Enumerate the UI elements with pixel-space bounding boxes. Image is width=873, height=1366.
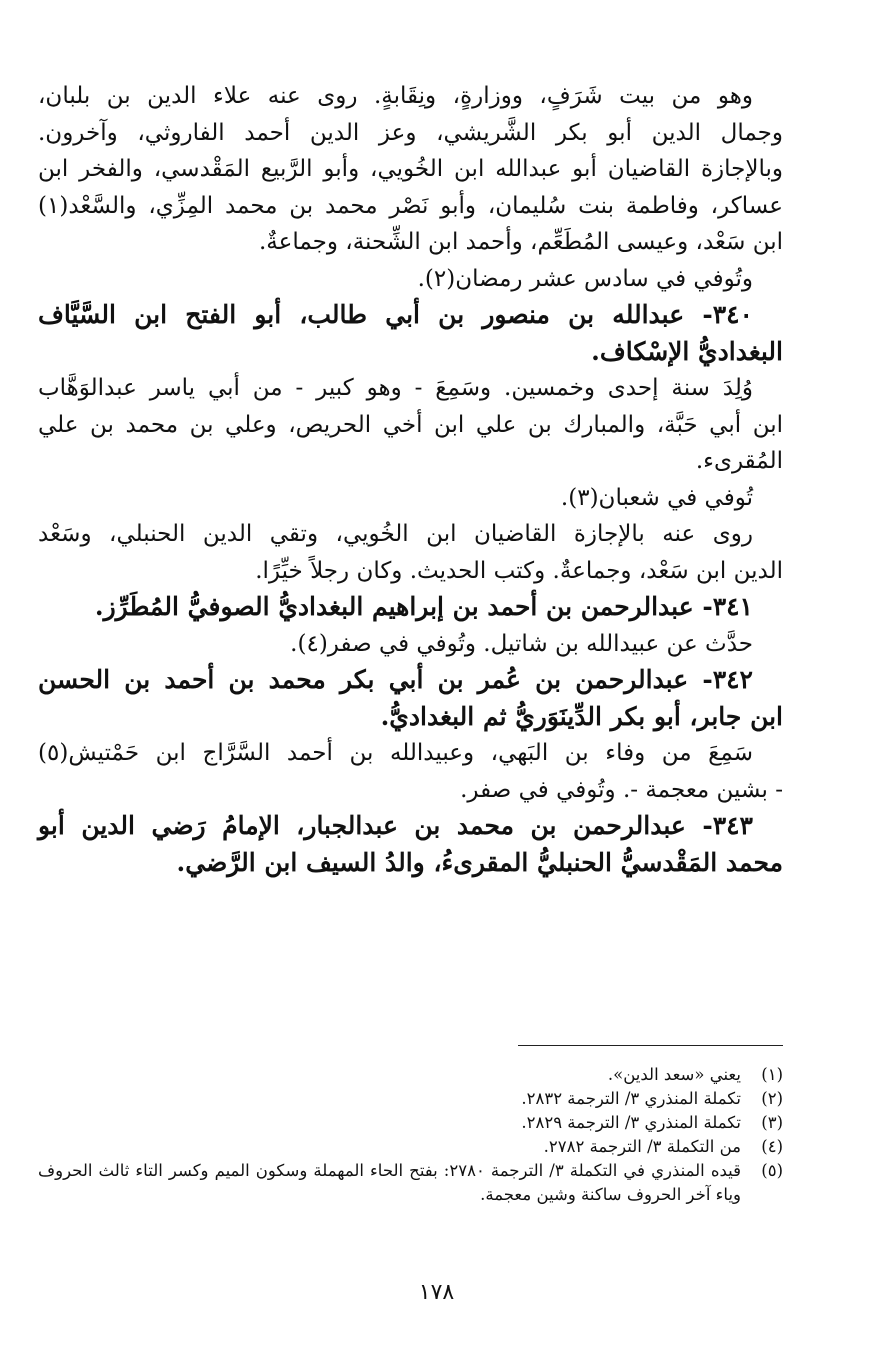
footnote-number: (٤) (761, 1137, 783, 1156)
text-line: سَمِعَ من وفاء بن البَهي، وعبيدالله بن أحمد السَّرَّاج ابن حَمْتيش(٥) (38, 740, 753, 766)
footnote-text: قيده المنذري في التكملة ٣/ الترجمة ٢٧٨٠: بفتح الحاء المهملة وسكون الميم وكسر التاء ثالث الحروف وياء آخر الحروف ساكنة وشين معجمة. (38, 1161, 741, 1204)
text-line: المُقرىء. (695, 448, 783, 474)
text-line: روى عنه بالإجازة القاضيان ابن الخُويي، وتقي الدين الحنبلي، وسَعْد (38, 521, 753, 547)
text-line: تُوفي في شعبان(٣). (560, 484, 753, 511)
text-line: - بشين معجمة -. وتُوفي في صفر. (460, 776, 783, 803)
text-line: حدَّث عن عبيدالله بن شاتيل. وتُوفي في صفر(٤). (290, 630, 753, 657)
text-line: ابن أبي حَبَّة، والمبارك بن علي ابن أخي الحريص، وعلي بن محمد بن علي (38, 411, 783, 438)
footnote-divider (518, 1045, 783, 1046)
footnote-text: من التكملة ٣/ الترجمة ٢٧٨٢. (543, 1137, 741, 1156)
footnote-item (38, 1111, 783, 1135)
entry-heading: ٣٤٣- عبدالرحمن بن محمد بن عبدالجبار، الإمامُ رَضي الدين أبو (38, 811, 753, 840)
text-line: وجمال الدين أبو بكر الشَّريشي، وعز الدين أحمد الفاروثي، وآخرون. (38, 119, 783, 146)
main-text (38, 78, 783, 881)
entry-heading: ٣٤٠- عبدالله بن منصور بن أبي طالب، أبو الفتح ابن السَّيَّاف (38, 300, 753, 329)
footnote-text: تكملة المنذري ٣/ الترجمة ٢٨٣٢. (521, 1089, 741, 1108)
footnote-number: (٣) (761, 1113, 783, 1132)
text-line: وتُوفي في سادس عشر رمضان(٢). (417, 265, 753, 292)
entry-heading: ٣٤٢- عبدالرحمن بن عُمر بن أبي بكر محمد بن أحمد بن الحسن (38, 665, 753, 694)
footnote-text: يعني «سعد الدين». (607, 1065, 741, 1084)
text-line: وبالإجازة القاضيان أبو عبدالله ابن الخُويي، وأبو الرَّبيع المَقْدسي، والفخر ابن (38, 156, 784, 182)
footnote-item (38, 1063, 783, 1087)
text-line: وُلِدَ سنة إحدى وخمسين. وسَمِعَ - وهو كبير - من أبي ياسر عبدالوَهَّاب (38, 375, 753, 401)
footnotes (38, 1063, 783, 1207)
footnote-number: (٢) (761, 1089, 783, 1108)
footnote-number: (١) (761, 1065, 783, 1084)
entry-heading: البغداديُّ الإسْكاف. (591, 336, 783, 366)
footnote-item (38, 1087, 783, 1111)
footnote-text: تكملة المنذري ٣/ الترجمة ٢٨٢٩. (521, 1113, 741, 1132)
entry-heading: محمد المَقْدسيُّ الحنبليُّ المقرىءُ، والدُ السيف ابن الرَّضي. (176, 847, 783, 877)
text-line: ابن سَعْد، وعيسى المُطَعِّم، وأحمد ابن الشِّحنة، وجماعةٌ. (258, 229, 783, 255)
text-line: عساكر، وفاطمة بنت سُليمان، وأبو نَصْر محمد بن محمد المِزِّي، والسَّعْد(١) (38, 192, 783, 219)
footnote-item (38, 1135, 783, 1159)
footnote-item (38, 1159, 783, 1207)
entry-heading: ٣٤١- عبدالرحمن بن أحمد بن إبراهيم البغداديُّ الصوفيُّ المُطَرِّز. (94, 592, 753, 621)
entry-heading: ابن جابر، أبو بكر الدِّينَوَريُّ ثم البغداديُّ. (380, 701, 783, 731)
text-line: الدين ابن سَعْد، وجماعةٌ. وكتب الحديث. وكان رجلاً خيِّرًا. (255, 557, 783, 584)
text-line: وهو من بيت شَرَفٍ، ووزارةٍ، ونِقَابةٍ. روى عنه علاء الدين بن بلبان، (38, 83, 753, 109)
page-number: ١٧٨ (418, 1280, 455, 1305)
footnote-number: (٥) (761, 1161, 783, 1180)
